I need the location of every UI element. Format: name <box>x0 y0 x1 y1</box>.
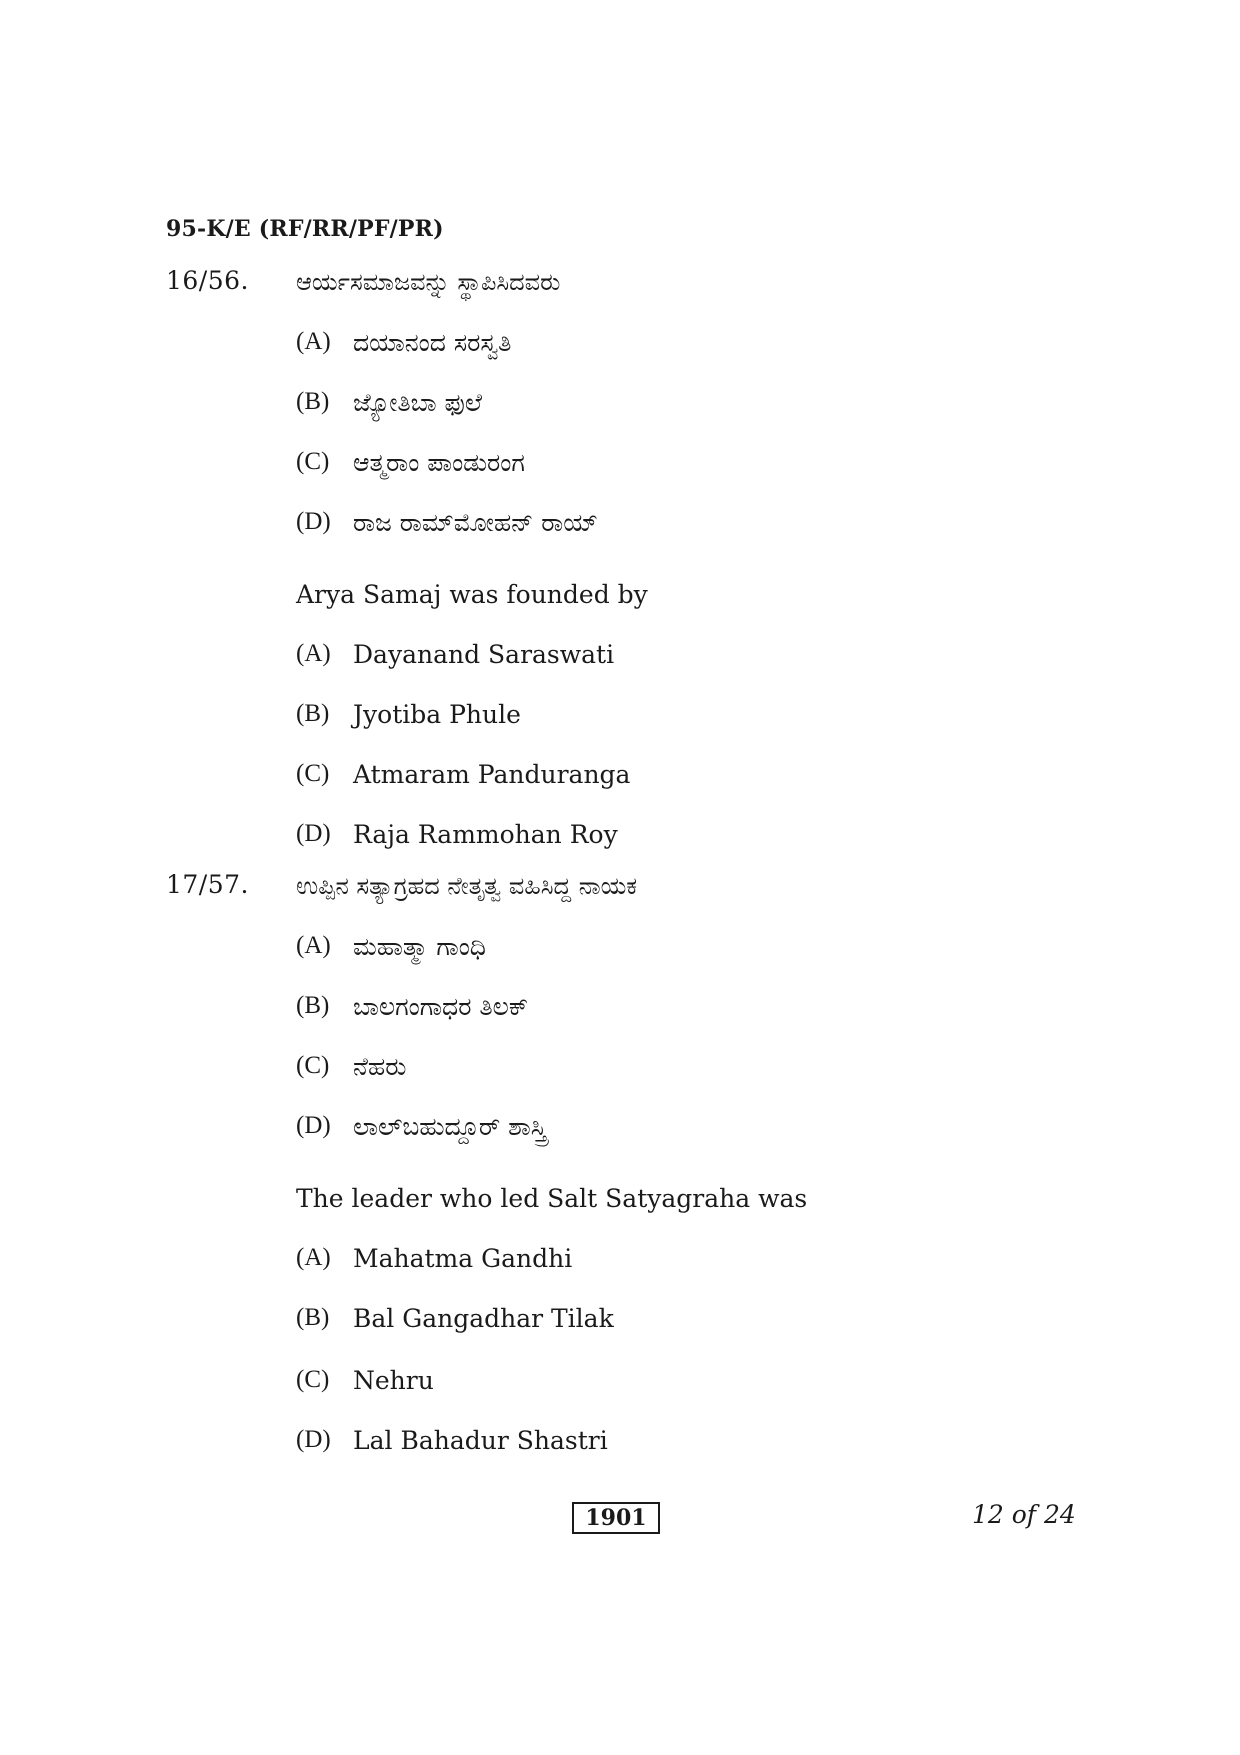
option-letter: (A) <box>296 328 331 355</box>
english-option-text: Raja Rammohan Roy <box>353 820 618 849</box>
english-option-text: Jyotiba Phule <box>353 700 521 729</box>
kannada-option-text: ಆತ್ಮರಾಂ ಪಾಂಡುರಂಗ <box>353 448 525 477</box>
kannada-option-text: ನೆಹರು <box>353 1052 407 1081</box>
option-letter: (D) <box>296 1426 331 1453</box>
option-letter: (B) <box>296 992 330 1019</box>
option-letter: (A) <box>296 932 331 959</box>
english-option-text: Bal Gangadhar Tilak <box>353 1304 614 1333</box>
question-number: 17/57. <box>166 870 249 899</box>
english-option-text: Lal Bahadur Shastri <box>353 1426 608 1455</box>
option-letter: (D) <box>296 820 331 847</box>
footer-code-box: 1901 <box>572 1502 660 1534</box>
kannada-option-text: ಲಾಲ್‌ಬಹುದ್ದೂರ್ ಶಾಸ್ತ್ರಿ <box>353 1112 547 1141</box>
option-letter: (B) <box>296 388 330 415</box>
english-question-text: The leader who led Salt Satyagraha was <box>296 1184 808 1213</box>
paper-code-header: 95-K/E (RF/RR/PF/PR) <box>166 216 444 242</box>
english-option-text: Mahatma Gandhi <box>353 1244 573 1273</box>
english-option-text: Nehru <box>353 1366 434 1395</box>
kannada-option-text: ದಯಾನಂದ ಸರಸ್ವತಿ <box>353 328 512 357</box>
option-letter: (B) <box>296 1304 330 1331</box>
english-option-text: Dayanand Saraswati <box>353 640 615 669</box>
option-letter: (C) <box>296 448 330 475</box>
option-letter: (B) <box>296 700 330 727</box>
option-letter: (A) <box>296 1244 331 1271</box>
kannada-option-text: ಜ್ಯೋತಿಬಾ ಫುಲೆ <box>353 388 483 417</box>
question-number: 16/56. <box>166 266 249 295</box>
option-letter: (C) <box>296 1052 330 1079</box>
kannada-question-text: ಉಪ್ಪಿನ ಸತ್ಯಾಗ್ರಹದ ನೇತೃತ್ವ ವಹಿಸಿದ್ದ ನಾಯಕ <box>296 872 638 900</box>
kannada-option-text: ಮಹಾತ್ಮಾ ಗಾಂಧಿ <box>353 932 486 961</box>
kannada-option-text: ರಾಜ ರಾಮ್‌ಮೋಹನ್ ರಾಯ್ <box>353 508 599 537</box>
english-question-text: Arya Samaj was founded by <box>296 580 648 609</box>
option-letter: (C) <box>296 1366 330 1393</box>
option-letter: (A) <box>296 640 331 667</box>
option-letter: (D) <box>296 508 331 535</box>
option-letter: (D) <box>296 1112 331 1139</box>
page-number: 12 of 24 <box>972 1500 1076 1529</box>
kannada-question-text: ಆರ್ಯಸಮಾಜವನ್ನು ಸ್ಥಾಪಿಸಿದವರು <box>296 268 561 296</box>
option-letter: (C) <box>296 760 330 787</box>
kannada-option-text: ಬಾಲಗಂಗಾಧರ ತಿಲಕ್ <box>353 992 529 1021</box>
english-option-text: Atmaram Panduranga <box>353 760 631 789</box>
